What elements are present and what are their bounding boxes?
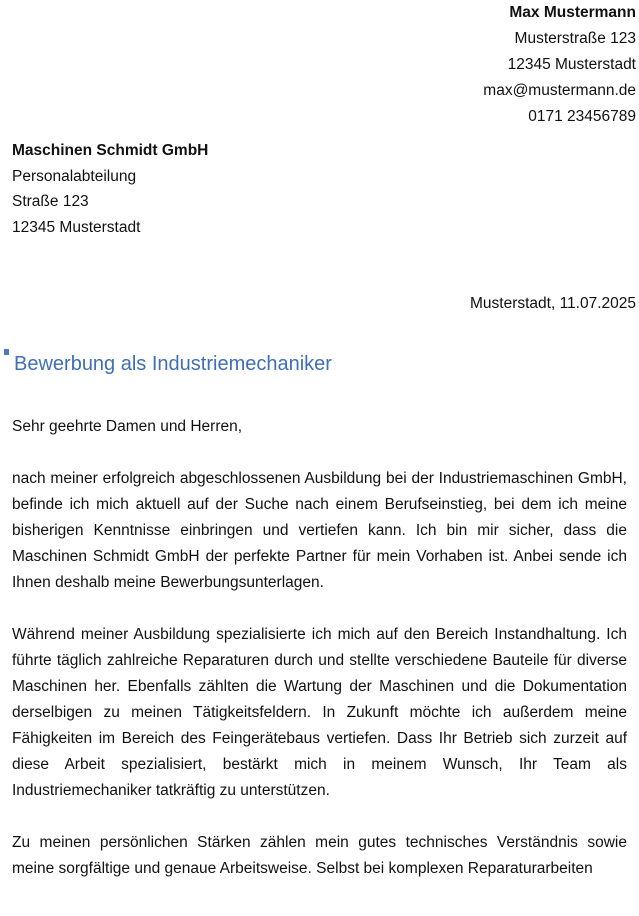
body-paragraph-2: Während meiner Ausbildung spezialisierte ich mich auf den Bereich Instandhaltung. Ich führte täglich zahlreiche Reparaturen durch und stellte verschiedene Bauteile für diverse Maschinen her. Ebenfalls zählten die Wartung der Maschinen und die Dokumentation derselbigen zu meinen Tätigkeitsfeldern. In Zukunft möchte ich außerdem meine Fähigkeiten im Bereich des Feingerätebaus vertiefen. Dass Ihr Betrieb sich zurzeit auf diese Arbeit spezialisiert, bestärkt mich in meinem Wunsch, Ihr Team als Industriemechaniker tatkräftig zu unterstützen. [12, 626, 627, 799]
body-paragraph-3: Zu meinen persönlichen Stärken zählen mein gutes technisches Verständnis sowie meine sorgfältige und genaue Arbeitsweise. Selbst bei komplexen Reparaturarbeiten [12, 834, 627, 877]
recipient-department: Personalabteilung [12, 167, 137, 185]
sender-street: Musterstraße 123 [514, 30, 636, 47]
sender-address-block [483, 0, 636, 130]
salutation: Sehr geehrte Damen und Herren, [12, 418, 243, 435]
heading-marker [4, 349, 9, 355]
letter-body [12, 414, 627, 908]
recipient-company: Maschinen Schmidt GmbH [12, 142, 209, 159]
sender-email: max@mustermann.de [483, 82, 636, 99]
sender-phone: 0171 23456789 [528, 108, 636, 125]
body-paragraph-1: nach meiner erfolgreich abgeschlossenen Ausbildung bei der Industriemaschinen GmbH, befinde ich mich aktuell auf der Suche nach einem Berufseinstieg, bei dem ich meine bisherigen Kenntnisse einbringen und vertiefen kann. Ich bin mir sicher, dass die Maschinen Schmidt GmbH der perfekte Partner für mein Vorhaben ist. Anbei sende ich Ihnen deshalb meine Bewerbungsunterlagen. [12, 470, 627, 591]
recipient-address-block [12, 138, 208, 240]
letter-subject: Bewerbung als Industriemechaniker [14, 353, 332, 375]
sender-city: 12345 Musterstadt [507, 56, 636, 73]
letter-date: Musterstadt, 11.07.2025 [469, 295, 636, 312]
recipient-city: 12345 Musterstadt [12, 218, 141, 236]
sender-name: Max Mustermann [509, 4, 636, 21]
recipient-street: Straße 123 [12, 193, 89, 210]
